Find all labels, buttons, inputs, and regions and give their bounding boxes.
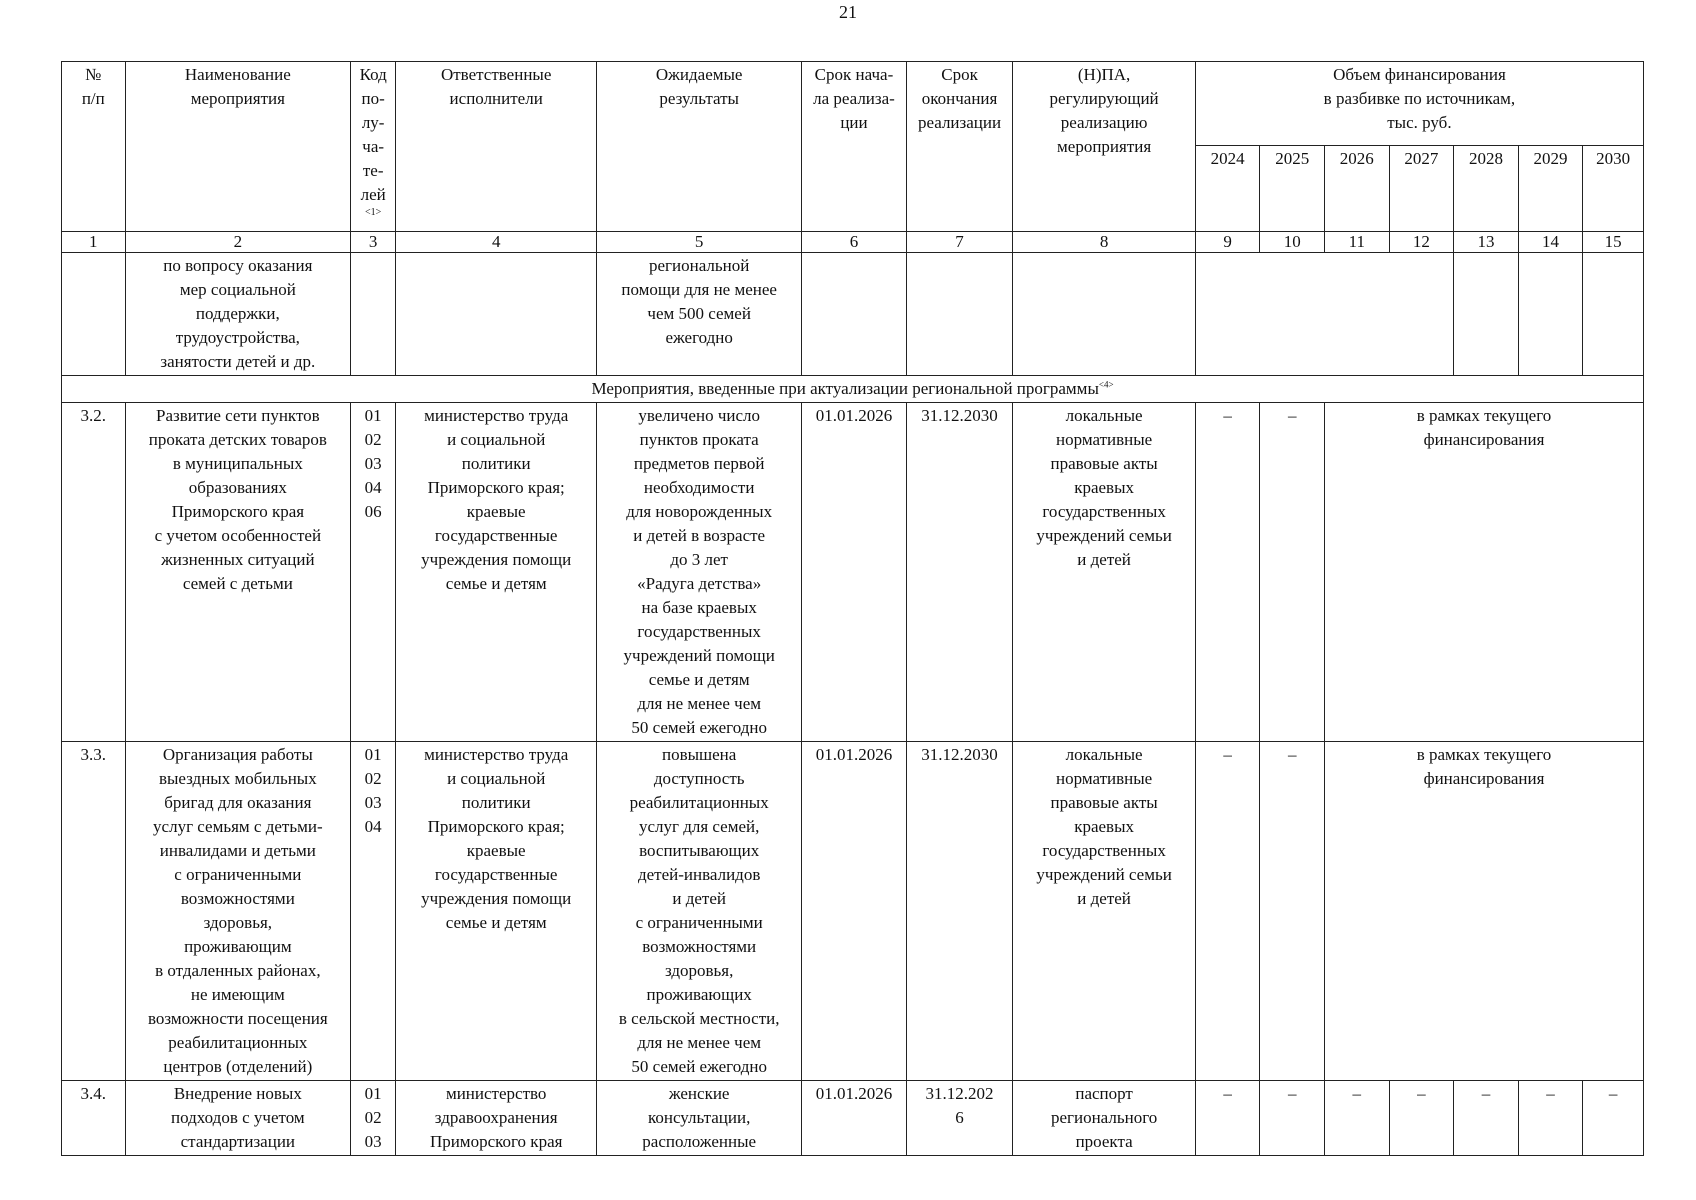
header-name: Наименование мероприятия — [125, 62, 351, 232]
header-results: Ожидаемые результаты — [597, 62, 802, 232]
row-npa: локальные нормативные правовые акты краевых государственных учреждений семьи и детей — [1013, 742, 1195, 1081]
row-end: 31.12.202 6 — [906, 1081, 1013, 1156]
row-2025: – — [1260, 742, 1325, 1081]
row-executors: министерство труда и социальной политики Приморского края; краевые государственные учреждения помощи семье и детям — [396, 742, 597, 1081]
table-row — [62, 1081, 1644, 1156]
column-number: 12 — [1389, 232, 1454, 253]
column-number: 5 — [597, 232, 802, 253]
header-end: Срок окончания реализации — [906, 62, 1013, 232]
row-npa: локальные нормативные правовые акты краевых государственных учреждений семьи и детей — [1013, 403, 1195, 742]
header-year: 2024 — [1195, 146, 1260, 232]
row-codes: 01 02 03 — [351, 1081, 396, 1156]
column-number: 4 — [396, 232, 597, 253]
row-year-value: – — [1583, 1081, 1644, 1156]
row-npa: паспорт регионального проекта — [1013, 1081, 1195, 1156]
row-year-value: – — [1260, 1081, 1325, 1156]
activities-table — [61, 61, 1644, 1156]
table-row — [62, 403, 1644, 742]
column-number: 15 — [1583, 232, 1644, 253]
row-name: Организация работы выездных мобильных бригад для оказания услуг семьям с детьми- инвалидами и детьми с ограниченными возможностями здоровья, проживающим в отдаленных районах, не имеющим возможности посещения реабилитационных центров (отделений) — [125, 742, 351, 1081]
section-title: Мероприятия, введенные при актуализации региональной программы$^{<4>}$ — [62, 376, 1644, 403]
row-end: 31.12.2030 — [906, 742, 1013, 1081]
continuation-name: по вопросу оказания мер социальной поддержки, трудоустройства, занятости детей и др. — [125, 253, 351, 376]
row-result: женские консультации, расположенные — [597, 1081, 802, 1156]
header-year: 2026 — [1325, 146, 1390, 232]
row-funding-note: в рамках текущего финансирования — [1325, 403, 1644, 742]
row-funding-note: в рамках текущего финансирования — [1325, 742, 1644, 1081]
continuation-result: региональной помощи для не менее чем 500 семей ежегодно — [597, 253, 802, 376]
column-number: 3 — [351, 232, 396, 253]
row-name: Развитие сети пунктов проката детских товаров в муниципальных образованиях Приморского края с учетом особенностей жизненных ситуаций семей с детьми — [125, 403, 351, 742]
header-year: 2025 — [1260, 146, 1325, 232]
header-year: 2028 — [1454, 146, 1519, 232]
column-numbers-row — [62, 232, 1644, 253]
row-executors: министерство здравоохранения Приморского края — [396, 1081, 597, 1156]
row-codes: 01 02 03 04 06 — [351, 403, 396, 742]
row-2025: – — [1260, 403, 1325, 742]
column-number: 13 — [1454, 232, 1519, 253]
column-number: 11 — [1325, 232, 1390, 253]
header-npa: (Н)ПА, регулирующий реализацию мероприятия — [1013, 62, 1195, 232]
header-year: 2030 — [1583, 146, 1644, 232]
row-codes: 01 02 03 04 — [351, 742, 396, 1081]
header-executors: Ответственные исполнители — [396, 62, 597, 232]
row-start: 01.01.2026 — [802, 742, 907, 1081]
header-row — [62, 62, 1644, 146]
row-2024: – — [1195, 403, 1260, 742]
row-start: 01.01.2026 — [802, 403, 907, 742]
row-result: увеличено число пунктов проката предметов первой необходимости для новорожденных и детей в возрасте до 3 лет «Радуга детства» на базе краевых государственных учреждений помощи семье и детям для не менее чем 50 семей ежегодно — [597, 403, 802, 742]
row-year-value: – — [1389, 1081, 1454, 1156]
column-number: 1 — [62, 232, 126, 253]
column-number: 8 — [1013, 232, 1195, 253]
page-number: 21 — [839, 2, 857, 22]
row-year-value: – — [1195, 1081, 1260, 1156]
header-codes-note: <1> — [365, 207, 382, 218]
continuation-row — [62, 253, 1644, 376]
row-num: 3.4. — [62, 1081, 126, 1156]
column-number: 2 — [125, 232, 351, 253]
column-number: 14 — [1518, 232, 1583, 253]
table-row — [62, 742, 1644, 1081]
header-funding: Объем финансирования в разбивке по источникам, тыс. руб. — [1195, 62, 1643, 146]
row-num: 3.3. — [62, 742, 126, 1081]
header-start: Срок нача- ла реализа- ции — [802, 62, 907, 232]
row-year-value: – — [1518, 1081, 1583, 1156]
header-codes: Код по- лу- ча- те- лей <1> — [351, 62, 396, 232]
header-year: 2027 — [1389, 146, 1454, 232]
section-note: <4> — [1098, 379, 1114, 390]
row-num: 3.2. — [62, 403, 126, 742]
section-row — [62, 376, 1644, 403]
row-end: 31.12.2030 — [906, 403, 1013, 742]
row-result: повышена доступность реабилитационных услуг для семей, воспитывающих детей-инвалидов и детей с ограниченными возможностями здоровья, проживающих в сельской местности, для не менее чем 50 семей ежегодно — [597, 742, 802, 1081]
row-year-value: – — [1454, 1081, 1519, 1156]
column-number: 10 — [1260, 232, 1325, 253]
column-number: 9 — [1195, 232, 1260, 253]
column-number: 6 — [802, 232, 907, 253]
row-name: Внедрение новых подходов с учетом стандартизации — [125, 1081, 351, 1156]
row-start: 01.01.2026 — [802, 1081, 907, 1156]
row-2024: – — [1195, 742, 1260, 1081]
header-year: 2029 — [1518, 146, 1583, 232]
header-num: № п/п — [62, 62, 126, 232]
column-number: 7 — [906, 232, 1013, 253]
row-year-value: – — [1325, 1081, 1390, 1156]
row-executors: министерство труда и социальной политики Приморского края; краевые государственные учреждения помощи семье и детям — [396, 403, 597, 742]
